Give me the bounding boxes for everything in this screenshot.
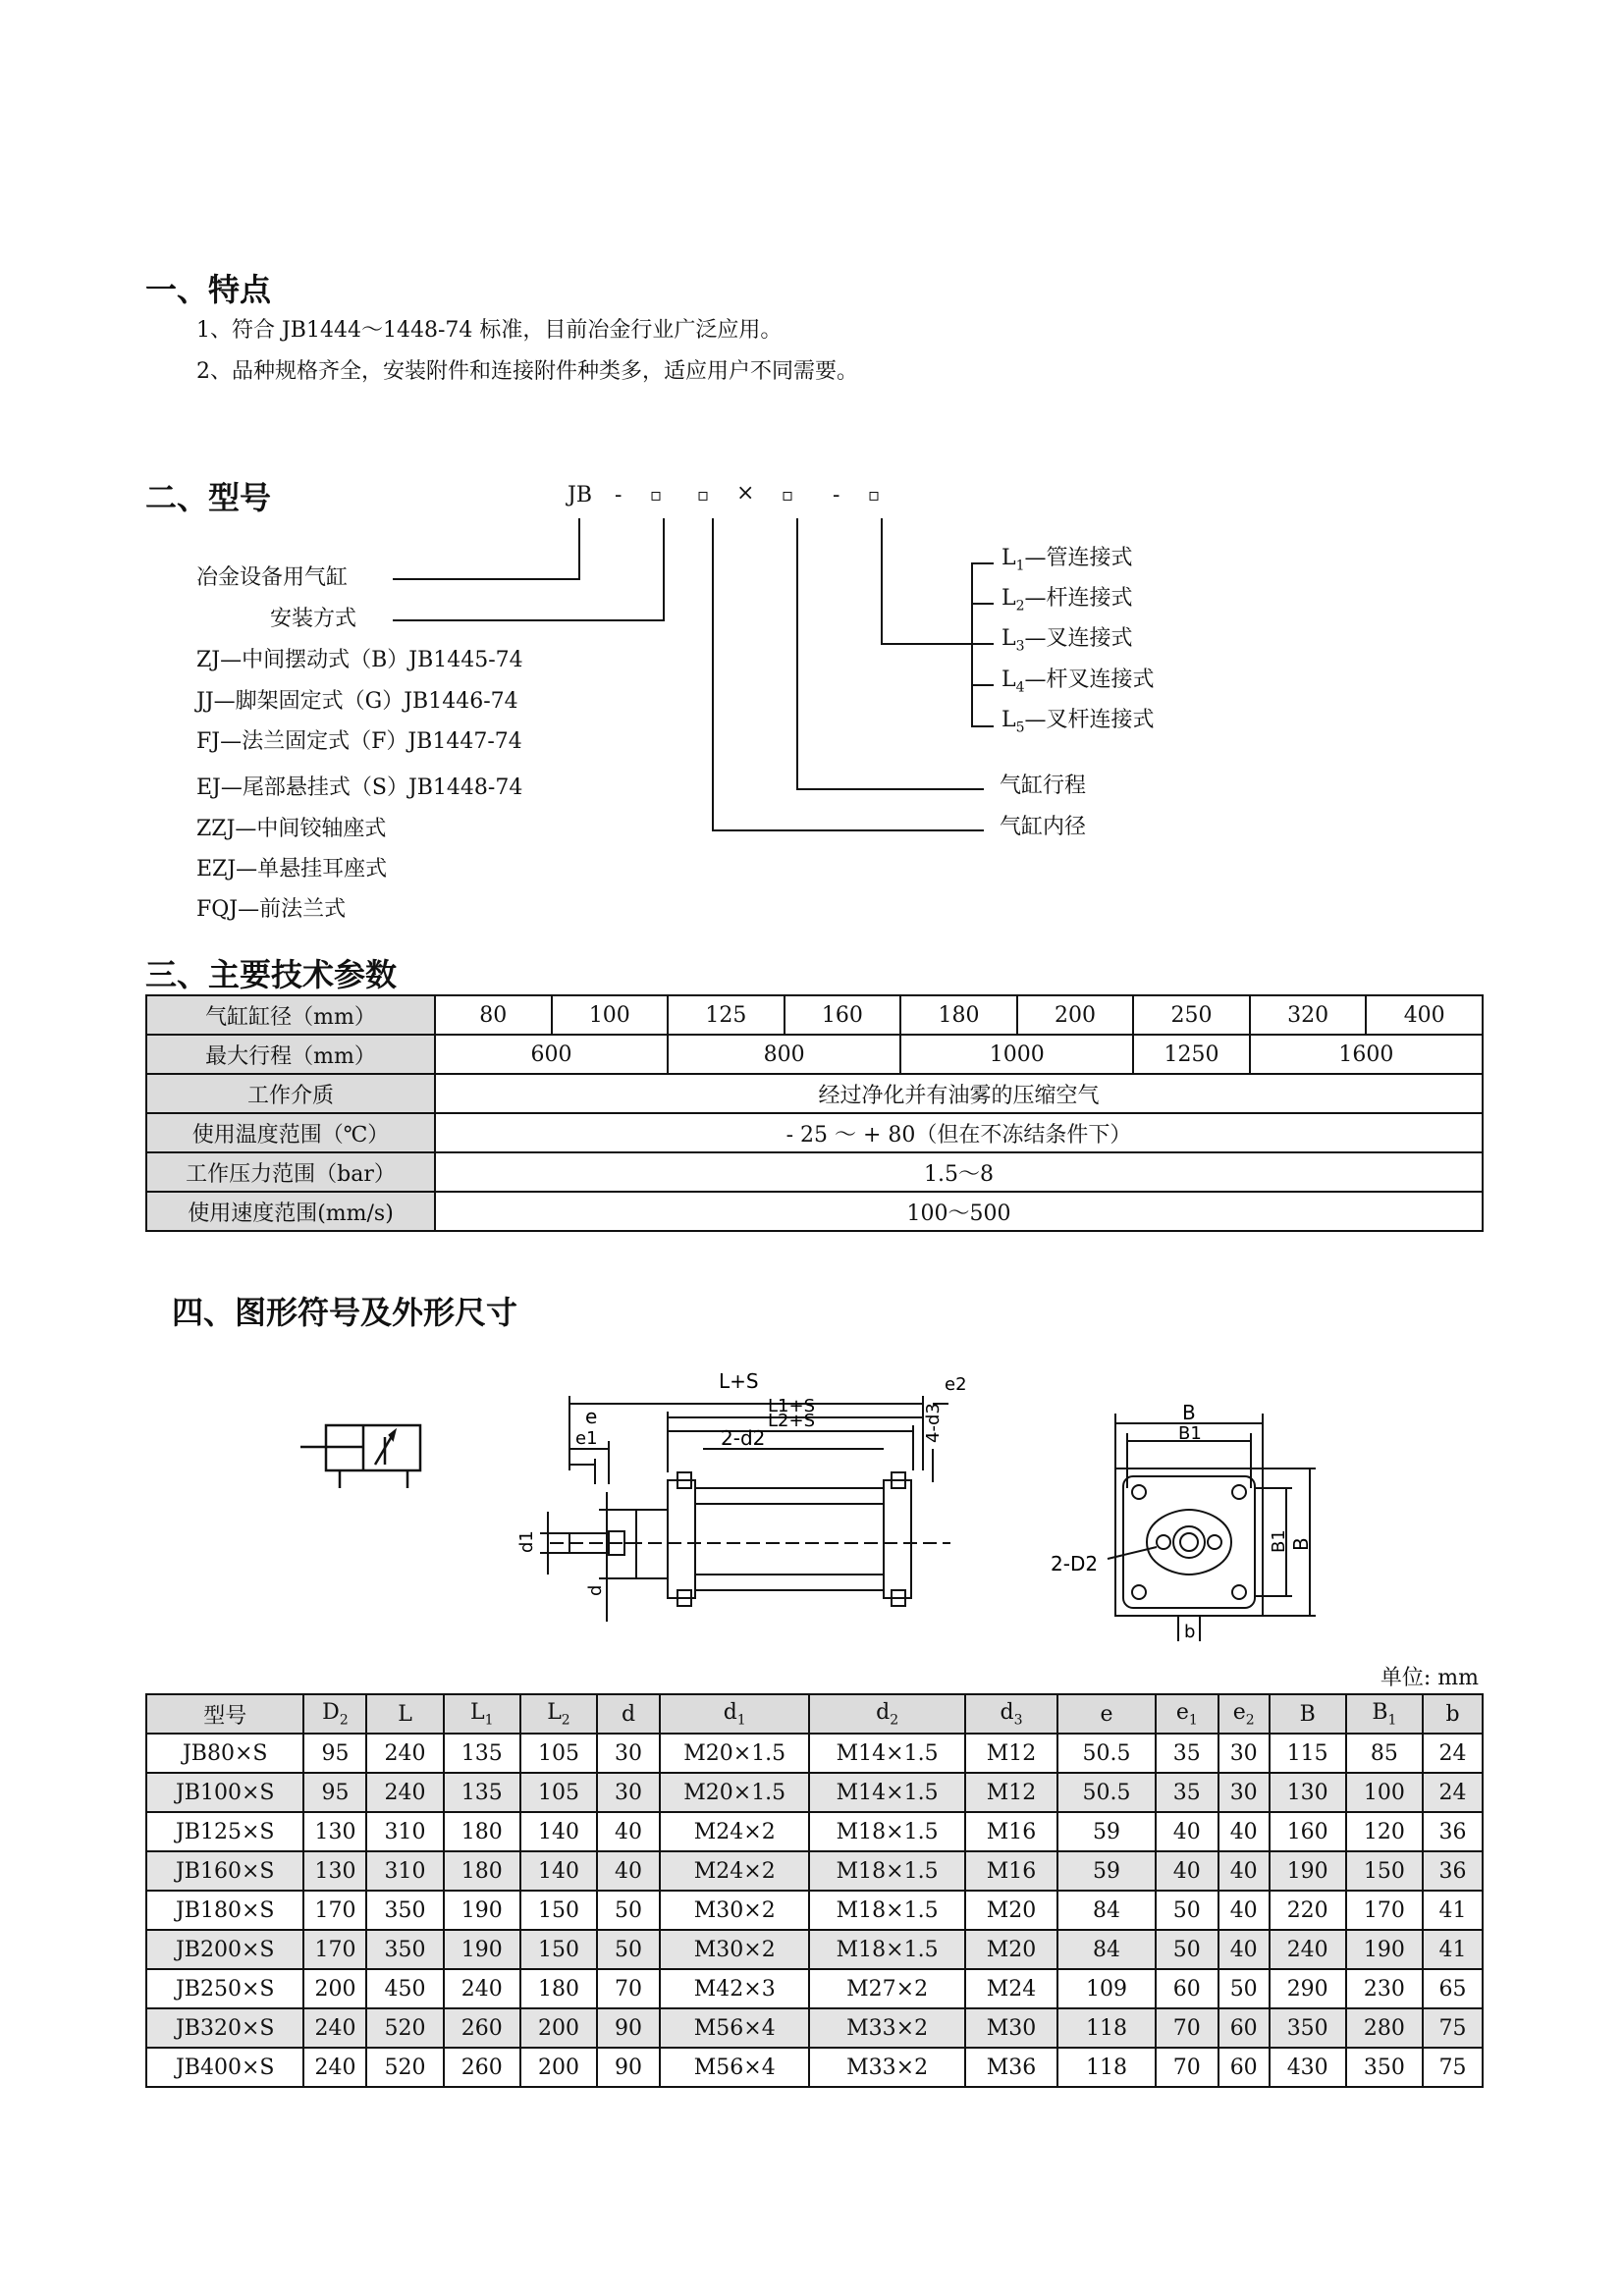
spec-row-medium [146,1074,1483,1113]
label-bore: 气缸内径 [1000,815,1087,839]
table-cell: 30 [1218,1773,1270,1812]
connection-l5: $L_5—$叉杆连接式 [1001,708,1155,736]
spec-label: 使用温度范围（℃） [146,1113,435,1152]
spec-cell: 400 [1366,995,1483,1035]
spec-cell: 经过净化并有油雾的压缩空气 [435,1074,1483,1113]
spec-row-bore [146,995,1483,1035]
table-cell: M30 [965,2008,1057,2048]
spec-cell: 320 [1250,995,1367,1035]
table-row [146,1773,1483,1812]
table-cell: 50 [1156,1930,1218,1969]
table-cell: M30×2 [660,1891,809,1930]
table-cell: 40 [1218,1930,1270,1969]
dim-d1: d1 [516,1530,537,1553]
table-cell: 95 [303,1773,366,1812]
spec-row-speed [146,1192,1483,1231]
model-cell: JB180×S [146,1891,303,1930]
table-cell: 240 [303,2048,366,2087]
table-cell: 520 [366,2048,443,2087]
table-cell: M27×2 [809,1969,964,2008]
label-mount-fj: FJ—法兰固定式（F）JB1447-74 [196,729,522,754]
table-cell: 135 [444,1734,520,1773]
spec-label: 最大行程（mm） [146,1035,435,1074]
table-cell: M20 [965,1930,1057,1969]
table-cell: 35 [1156,1773,1218,1812]
model-cell: JB160×S [146,1851,303,1891]
header-cell: B [1270,1694,1346,1734]
table-cell: 350 [1270,2008,1346,2048]
spec-cell: 1000 [900,1035,1133,1074]
spec-cell: 100～500 [435,1192,1483,1231]
model-cell: JB100×S [146,1773,303,1812]
section2-heading: 二、型号 [145,479,272,516]
dim-b: b [1184,1622,1196,1642]
table-cell: 40 [597,1851,660,1891]
table-cell: 260 [444,2008,520,2048]
table-cell: 140 [520,1851,597,1891]
table-cell: 36 [1423,1812,1483,1851]
table-cell: M12 [965,1734,1057,1773]
dim-B1-side: B1 [1269,1529,1289,1553]
model-cell: JB125×S [146,1812,303,1851]
table-cell: 95 [303,1734,366,1773]
spec-cell: 160 [785,995,901,1035]
table-cell: M33×2 [809,2008,964,2048]
model-cell: JB80×S [146,1734,303,1773]
table-cell: 60 [1156,1969,1218,2008]
header-cell: d [597,1694,660,1734]
table-cell: 70 [1156,2048,1218,2087]
table-cell: 150 [520,1930,597,1969]
table-cell: 170 [1346,1891,1423,1930]
header-cell: $e_1$ [1156,1694,1218,1734]
header-cell: b [1423,1694,1483,1734]
table-row [146,1812,1483,1851]
spec-row-pressure [146,1152,1483,1192]
table-cell: 40 [1218,1851,1270,1891]
header-cell: 型号 [146,1694,303,1734]
table-cell: 140 [520,1812,597,1851]
dimension-table [145,1693,1484,2088]
dim-l2s: L2+S [768,1411,815,1431]
table-cell: 450 [366,1969,443,2008]
dim-B-top: B [1182,1401,1196,1424]
table-cell: 310 [366,1812,443,1851]
code-box-1: ▫ [650,485,663,506]
table-cell: 50 [597,1930,660,1969]
header-cell: $L_1$ [444,1694,520,1734]
header-cell: $d_1$ [660,1694,809,1734]
spec-row-temp [146,1113,1483,1152]
table-cell: 50 [1218,1969,1270,2008]
table-cell: 180 [444,1812,520,1851]
code-prefix: JB [568,483,592,507]
code-times: × [736,481,755,506]
table-cell: M33×2 [809,2048,964,2087]
spec-label: 工作介质 [146,1074,435,1113]
section4-heading: 四、图形符号及外形尺寸 [172,1294,518,1331]
table-cell: 190 [444,1930,520,1969]
table-cell: M20 [965,1891,1057,1930]
dim-B1-top: B1 [1178,1423,1202,1444]
table-cell: 41 [1423,1891,1483,1930]
spec-cell: - 25 ～ + 80（但在不冻结条件下） [435,1113,1483,1152]
table-cell: 430 [1270,2048,1346,2087]
table-cell: 350 [366,1891,443,1930]
feature-item-2: 2、品种规格齐全，安装附件和连接附件种类多，适应用户不同需要。 [196,359,858,384]
unit-label: 单位: mm [1380,1666,1479,1690]
table-cell: 50 [1156,1891,1218,1930]
table-cell: 84 [1057,1891,1156,1930]
table-cell: 190 [444,1891,520,1930]
section1-heading: 一、特点 [145,271,272,308]
table-cell: M16 [965,1812,1057,1851]
header-cell: e [1057,1694,1156,1734]
table-cell: M16 [965,1851,1057,1891]
code-dash-2: - [833,483,840,507]
model-cell: JB250×S [146,1969,303,2008]
spec-cell: 125 [668,995,785,1035]
dim-e2: e2 [945,1374,967,1395]
spec-cell: 1600 [1250,1035,1483,1074]
table-cell: 350 [366,1930,443,1969]
table-cell: 260 [444,2048,520,2087]
table-cell: 85 [1346,1734,1423,1773]
code-dash-1: - [615,483,623,507]
table-row [146,2048,1483,2087]
spec-row-stroke [146,1035,1483,1074]
table-cell: M30×2 [660,1930,809,1969]
table-cell: 230 [1346,1969,1423,2008]
table-cell: 170 [303,1930,366,1969]
table-cell: 100 [1346,1773,1423,1812]
spec-label: 气缸缸径（mm） [146,995,435,1035]
spec-cell: 250 [1133,995,1250,1035]
spec-cell: 180 [900,995,1017,1035]
label-mount-type: 安装方式 [270,607,357,631]
table-cell: 240 [366,1773,443,1812]
table-cell: M18×1.5 [809,1851,964,1891]
table-cell: 130 [303,1851,366,1891]
model-cell: JB200×S [146,1930,303,1969]
connection-l3: $L_3—$叉连接式 [1001,626,1133,655]
table-cell: 90 [597,2048,660,2087]
table-cell: 70 [1156,2008,1218,2048]
spec-cell: 80 [435,995,552,1035]
dim-2-d2: 2-d2 [721,1426,766,1450]
label-mount-ej: EJ—尾部悬挂式（S）JB1448-74 [196,775,523,800]
code-box-2: ▫ [697,485,710,506]
table-cell: M14×1.5 [809,1773,964,1812]
table-cell: 118 [1057,2048,1156,2087]
connection-l2: $L_2—$杆连接式 [1001,586,1133,614]
table-row [146,1930,1483,1969]
table-cell: 59 [1057,1851,1156,1891]
label-mount-ezj: EZJ—单悬挂耳座式 [196,857,388,881]
table-cell: 200 [520,2048,597,2087]
table-cell: 40 [597,1812,660,1851]
model-cell: JB320×S [146,2008,303,2048]
table-row [146,1734,1483,1773]
header-cell: $D_2$ [303,1694,366,1734]
table-cell: 36 [1423,1851,1483,1891]
table-cell: 240 [444,1969,520,2008]
table-cell: 118 [1057,2008,1156,2048]
header-cell: $d_3$ [965,1694,1057,1734]
dim-e: e [585,1405,598,1428]
table-cell: 75 [1423,2008,1483,2048]
table-cell: 115 [1270,1734,1346,1773]
table-cell: 310 [366,1851,443,1891]
spec-table [145,994,1484,1232]
table-cell: 240 [366,1734,443,1773]
table-cell: 180 [444,1851,520,1891]
table-cell: 150 [520,1891,597,1930]
table-cell: 60 [1218,2008,1270,2048]
table-row [146,1851,1483,1891]
table-cell: 50.5 [1057,1773,1156,1812]
table-cell: 70 [597,1969,660,2008]
table-cell: 50 [597,1891,660,1930]
table-cell: 50.5 [1057,1734,1156,1773]
table-row [146,2008,1483,2048]
model-cell: JB400×S [146,2048,303,2087]
table-cell: 105 [520,1734,597,1773]
table-cell: M12 [965,1773,1057,1812]
table-cell: 105 [520,1773,597,1812]
header-cell: $L_2$ [520,1694,597,1734]
dim-d: d [585,1584,606,1596]
spec-label: 使用速度范围(mm/s) [146,1192,435,1231]
label-mount-fqj: FQJ—前法兰式 [196,897,347,922]
table-cell: M20×1.5 [660,1773,809,1812]
table-cell: 150 [1346,1851,1423,1891]
table-cell: 200 [520,2008,597,2048]
label-mount-jj: JJ—脚架固定式（G）JB1446-74 [196,689,518,714]
table-cell: 40 [1156,1851,1218,1891]
table-cell: 24 [1423,1734,1483,1773]
dimension-header-row [146,1694,1483,1734]
table-cell: 240 [303,2008,366,2048]
table-cell: 170 [303,1891,366,1930]
table-row [146,1891,1483,1930]
table-cell: M56×4 [660,2008,809,2048]
dim-l1s: L1+S [768,1396,815,1416]
table-cell: 41 [1423,1930,1483,1969]
connection-l4: $L_4—$杆叉连接式 [1001,667,1155,696]
cylinder-symbol [295,1414,432,1502]
table-cell: 30 [1218,1734,1270,1773]
table-cell: 65 [1423,1969,1483,2008]
dim-e1: e1 [575,1428,598,1449]
table-cell: M24×2 [660,1851,809,1891]
spec-cell: 200 [1017,995,1134,1035]
table-cell: 220 [1270,1891,1346,1930]
table-cell: 59 [1057,1812,1156,1851]
table-cell: 200 [303,1969,366,2008]
table-cell: 30 [597,1734,660,1773]
cylinder-side-view [511,1364,982,1649]
table-cell: 40 [1156,1812,1218,1851]
table-cell: M14×1.5 [809,1734,964,1773]
table-cell: M42×3 [660,1969,809,2008]
table-cell: M18×1.5 [809,1891,964,1930]
table-cell: M36 [965,2048,1057,2087]
table-cell: 75 [1423,2048,1483,2087]
section3-heading: 三、主要技术参数 [145,956,398,993]
header-cell: $d_2$ [809,1694,964,1734]
table-cell: 84 [1057,1930,1156,1969]
feature-item-1: 1、符合 JB1444～1448-74 标准，目前冶金行业广泛应用。 [196,318,783,343]
spec-cell: 100 [552,995,669,1035]
table-cell: M18×1.5 [809,1930,964,1969]
connection-l1: $L_1—$管连接式 [1001,546,1133,574]
spec-cell: 600 [435,1035,668,1074]
table-cell: 350 [1346,2048,1423,2087]
table-cell: M24 [965,1969,1057,2008]
dim-B-side: B [1289,1537,1313,1551]
table-cell: 180 [520,1969,597,2008]
table-cell: M20×1.5 [660,1734,809,1773]
spec-label: 工作压力范围（bar） [146,1152,435,1192]
table-cell: 40 [1218,1891,1270,1930]
table-cell: 135 [444,1773,520,1812]
table-cell: 190 [1270,1851,1346,1891]
table-cell: 35 [1156,1734,1218,1773]
table-cell: 290 [1270,1969,1346,2008]
header-cell: $B_1$ [1346,1694,1423,1734]
table-cell: 40 [1218,1812,1270,1851]
table-cell: M18×1.5 [809,1812,964,1851]
table-cell: 90 [597,2008,660,2048]
table-cell: 240 [1270,1930,1346,1969]
table-cell: 130 [303,1812,366,1851]
label-mount-zzj: ZZJ—中间铰轴座式 [196,817,387,841]
label-mount-zj: ZJ—中间摆动式（B）JB1445-74 [196,648,523,672]
dim-2-D2: 2-D2 [1051,1552,1099,1575]
dim-ls: L+S [719,1369,759,1393]
table-cell: 109 [1057,1969,1156,2008]
cylinder-front-view [1021,1394,1345,1649]
table-cell: 130 [1270,1773,1346,1812]
table-cell: 190 [1346,1930,1423,1969]
code-box-4: ▫ [868,485,881,506]
header-cell: $e_2$ [1218,1694,1270,1734]
table-cell: 160 [1270,1812,1346,1851]
table-cell: 24 [1423,1773,1483,1812]
spec-cell: 1250 [1133,1035,1250,1074]
spec-cell: 800 [668,1035,900,1074]
table-cell: 280 [1346,2008,1423,2048]
code-box-3: ▫ [782,485,794,506]
table-cell: 30 [597,1773,660,1812]
spec-cell: 1.5～8 [435,1152,1483,1192]
table-row [146,1969,1483,2008]
table-cell: 120 [1346,1812,1423,1851]
table-cell: 60 [1218,2048,1270,2087]
table-cell: M56×4 [660,2048,809,2087]
header-cell: L [366,1694,443,1734]
label-metallurgy-cylinder: 冶金设备用气缸 [196,565,349,590]
table-cell: M24×2 [660,1812,809,1851]
table-cell: 520 [366,2008,443,2048]
dim-4-d3: 4-d3 [923,1403,944,1443]
label-stroke: 气缸行程 [1000,774,1087,798]
